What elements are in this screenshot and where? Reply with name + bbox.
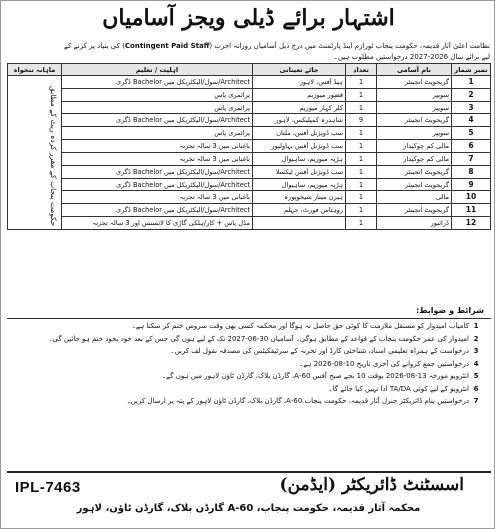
row-qualification: Architect/سول/الیکٹریکل میں Bachelor ڈگری	[62, 165, 253, 178]
advertisement-title: اشتہار برائے ڈیلی ویجز آسامیاں	[102, 5, 395, 31]
row-place: سب ڈویژنل آفس، ملتان	[253, 127, 346, 140]
table-header-row	[8, 64, 491, 76]
row-serial: 12	[452, 217, 491, 230]
table-row	[8, 140, 491, 153]
row-post: مالی کم چوکیدار	[377, 140, 452, 153]
row-place: قصور میوزیم	[253, 88, 346, 101]
row-post: مالی	[377, 191, 452, 204]
row-qualification: پرائمری پاس	[62, 88, 253, 101]
condition-item	[9, 334, 483, 345]
row-qualification: Architect/سول/الیکٹریکل میں Bachelor ڈگری	[62, 114, 253, 127]
table-row	[8, 191, 491, 204]
table-row	[8, 165, 491, 178]
row-qualification: Architect/سول/الیکٹریکل میں Bachelor ڈگری	[62, 178, 253, 191]
row-serial: 8	[452, 165, 491, 178]
row-quantity: 1	[346, 101, 377, 114]
row-place: کلر کہار میوزیم	[253, 101, 346, 114]
row-qualification: Architect/سول/الیکٹریکل میں Bachelor ڈگری	[62, 76, 253, 89]
row-post: گریجویٹ انجینئر	[377, 114, 452, 127]
intro-text-before: نظامت اعلیٰ آثار قدیمہ، حکومت پنجاب ٹورازم اینڈ پارٹمنٹ میں درج ذیل آسامیاں روزانہ اجرت (	[209, 42, 490, 50]
table-row	[8, 178, 491, 191]
row-post: گریجویٹ انجینئر	[377, 204, 452, 217]
condition-text: درخواستیں بنام ڈائریکٹر جنرل آثار قدیمہ، حکومت پنجاب 60-A، گارڈن بلاک، گارڈن ٹاؤن لاہور کے پتہ پر ارسال کریں۔	[126, 397, 469, 405]
row-quantity: 9	[346, 114, 377, 127]
table-row	[8, 127, 491, 140]
row-qualification: Architect/سول/الیکٹریکل میں Bachelor ڈگری	[62, 204, 253, 217]
condition-number: 3	[473, 347, 479, 355]
conditions-list	[9, 321, 483, 409]
row-quantity: 1	[346, 217, 377, 230]
row-post: گریجویٹ انجینئر	[377, 178, 452, 191]
condition-text: کامیاب امیدوار کو مستقل ملازمت کا کوئی حق حاصل نہ ہوگا اور محکمہ کسی بھی وقت سروس ختم کر سکتا ہے۔	[131, 322, 469, 330]
row-serial: 4	[452, 114, 491, 127]
intro-bold-term: Contingent Paid Staff	[124, 42, 210, 50]
row-place: روہتاس فورٹ، جہلم	[253, 204, 346, 217]
row-post: سویپر	[377, 127, 452, 140]
condition-text: درخواستیں جمع کروانے کی آخری تاریخ 10-08-2026 ہے۔	[299, 359, 469, 368]
row-qualification: پرائمری پاس	[62, 127, 253, 140]
row-quantity: 1	[346, 204, 377, 217]
conditions-divider	[7, 318, 491, 319]
condition-item	[9, 396, 483, 407]
table-row	[8, 114, 491, 127]
row-place: سب ڈویژنل آفس بہاولپور	[253, 140, 346, 153]
row-quantity: 1	[346, 76, 377, 89]
row-quantity: 1	[346, 88, 377, 101]
row-serial: 1	[452, 76, 491, 89]
signatory-address: محکمہ آثار قدیمہ، حکومت پنجاب، A-60 گارڈن بلاک، گارڈن ٹاؤن، لاہور	[76, 503, 421, 514]
salary-text: حکومت پنجاب کے مقرر کردہ ریٹ کے مطابق	[49, 85, 58, 226]
header-quantity: تعداد	[346, 64, 377, 76]
condition-number: 4	[473, 359, 479, 368]
row-post: گریجویٹ انجینئر	[377, 165, 452, 178]
header-post: نام آسامی	[377, 64, 452, 76]
row-qualification: باغبانی میں 3 سالہ تجربہ	[62, 152, 253, 165]
row-post: سویپر	[377, 88, 452, 101]
condition-text: درخواست کے ہمراہ تعلیمی اسناد، شناختی کارڈ اور تجربہ کے سرٹیفکیٹس کی مصدقہ نقول لف کریں۔	[170, 347, 469, 355]
salary-cell	[8, 76, 62, 230]
header-salary: ماہانہ تنخواہ	[8, 64, 62, 76]
intro-paragraph	[7, 41, 490, 63]
row-place: شاہدرہ کمپلیکس، لاہور	[253, 114, 346, 127]
row-place	[253, 217, 346, 230]
row-serial: 3	[452, 101, 491, 114]
row-quantity: 1	[346, 127, 377, 140]
condition-number: 5	[473, 372, 479, 380]
row-quantity: 1	[346, 152, 377, 165]
vacancies-body	[8, 76, 491, 230]
row-post: سویپر	[377, 101, 452, 114]
row-qualification: باغبانی میں 3 سالہ تجربہ	[62, 191, 253, 204]
row-serial: 9	[452, 178, 491, 191]
table-row	[8, 152, 491, 165]
condition-item	[9, 346, 483, 357]
ipl-number: IPL-7463	[15, 479, 81, 496]
intro-text-after: ) کی بنیاد پر کرنے کے	[63, 42, 125, 50]
row-post: ڈرائیور	[377, 217, 452, 230]
header-qualification: اہلیت / تعلیم	[62, 64, 253, 76]
row-quantity: 1	[346, 178, 377, 191]
row-place: ہیرن مینار شیخوپورہ	[253, 191, 346, 204]
row-place: ہڑپہ میوزیم، ساہیوال	[253, 152, 346, 165]
condition-item	[9, 384, 483, 395]
conditions-heading: شرائط و ضوابط:	[416, 306, 484, 315]
condition-item	[9, 321, 483, 332]
row-post: گریجویٹ انجینئر	[377, 76, 452, 89]
vacancies-table	[7, 63, 491, 230]
table-row	[8, 88, 491, 101]
condition-text: انٹرویو مورخہ 13-08-2026 بوقت 10 بجے صبح آفس 60-A، گارڈن بلاک، گارڈن ٹاؤن لاہور میں ہوں گے۔	[161, 372, 469, 380]
table-row	[8, 217, 491, 230]
row-qualification: باغبانی میں 3 سالہ تجربہ	[62, 140, 253, 153]
row-quantity: 1	[346, 140, 377, 153]
table-row	[8, 204, 491, 217]
condition-number: 1	[473, 322, 479, 330]
condition-text: امیدوار کی عمر حکومت پنجاب کے قواعد کے مطابق ہوگی۔ آسامیاں 30-06-2027 تک کے لیے ہوں گی جس کے بعد خود بخود ختم ہو جائیں گی۔	[48, 334, 469, 343]
row-serial: 11	[452, 204, 491, 217]
row-serial: 5	[452, 127, 491, 140]
condition-text: انٹرویو کے لیے کوئی TA/DA ادا نہیں کیا جائے گا۔	[328, 384, 469, 393]
row-quantity: 1	[346, 165, 377, 178]
condition-item	[9, 371, 483, 382]
footer-divider	[7, 471, 491, 473]
row-quantity: 1	[346, 191, 377, 204]
header-serial: نمبر شمار	[452, 64, 491, 76]
table-row	[8, 101, 491, 114]
row-serial: 7	[452, 152, 491, 165]
row-qualification: پرائمری پاس	[62, 101, 253, 114]
condition-number: 2	[473, 334, 479, 343]
row-place: ہڑپہ میوزیم، ساہیوال	[253, 178, 346, 191]
condition-number: 7	[473, 397, 479, 405]
row-serial: 6	[452, 140, 491, 153]
row-post: مالی کم چوکیدار	[377, 152, 452, 165]
header-place: جائے تعیناتی	[253, 64, 346, 76]
row-qualification: مڈل پاس + کار/ہلکی گاڑی کا لائسنس اور 3 سالہ تجربہ	[62, 217, 253, 230]
condition-item	[9, 359, 483, 370]
row-place: سب ڈویژنل آفس ٹیکسلا	[253, 165, 346, 178]
signatory-title: اسسٹنٹ ڈائریکٹر (ایڈمن)	[279, 475, 464, 495]
intro-line-2: لیے برائے سال 2026-2027 درخواستیں مطلوب ہیں۔	[333, 53, 490, 61]
row-serial: 2	[452, 88, 491, 101]
row-place: ہیڈ آفس، لاہور	[253, 76, 346, 89]
condition-number: 6	[473, 384, 479, 393]
row-serial: 10	[452, 191, 491, 204]
table-row	[8, 76, 491, 89]
